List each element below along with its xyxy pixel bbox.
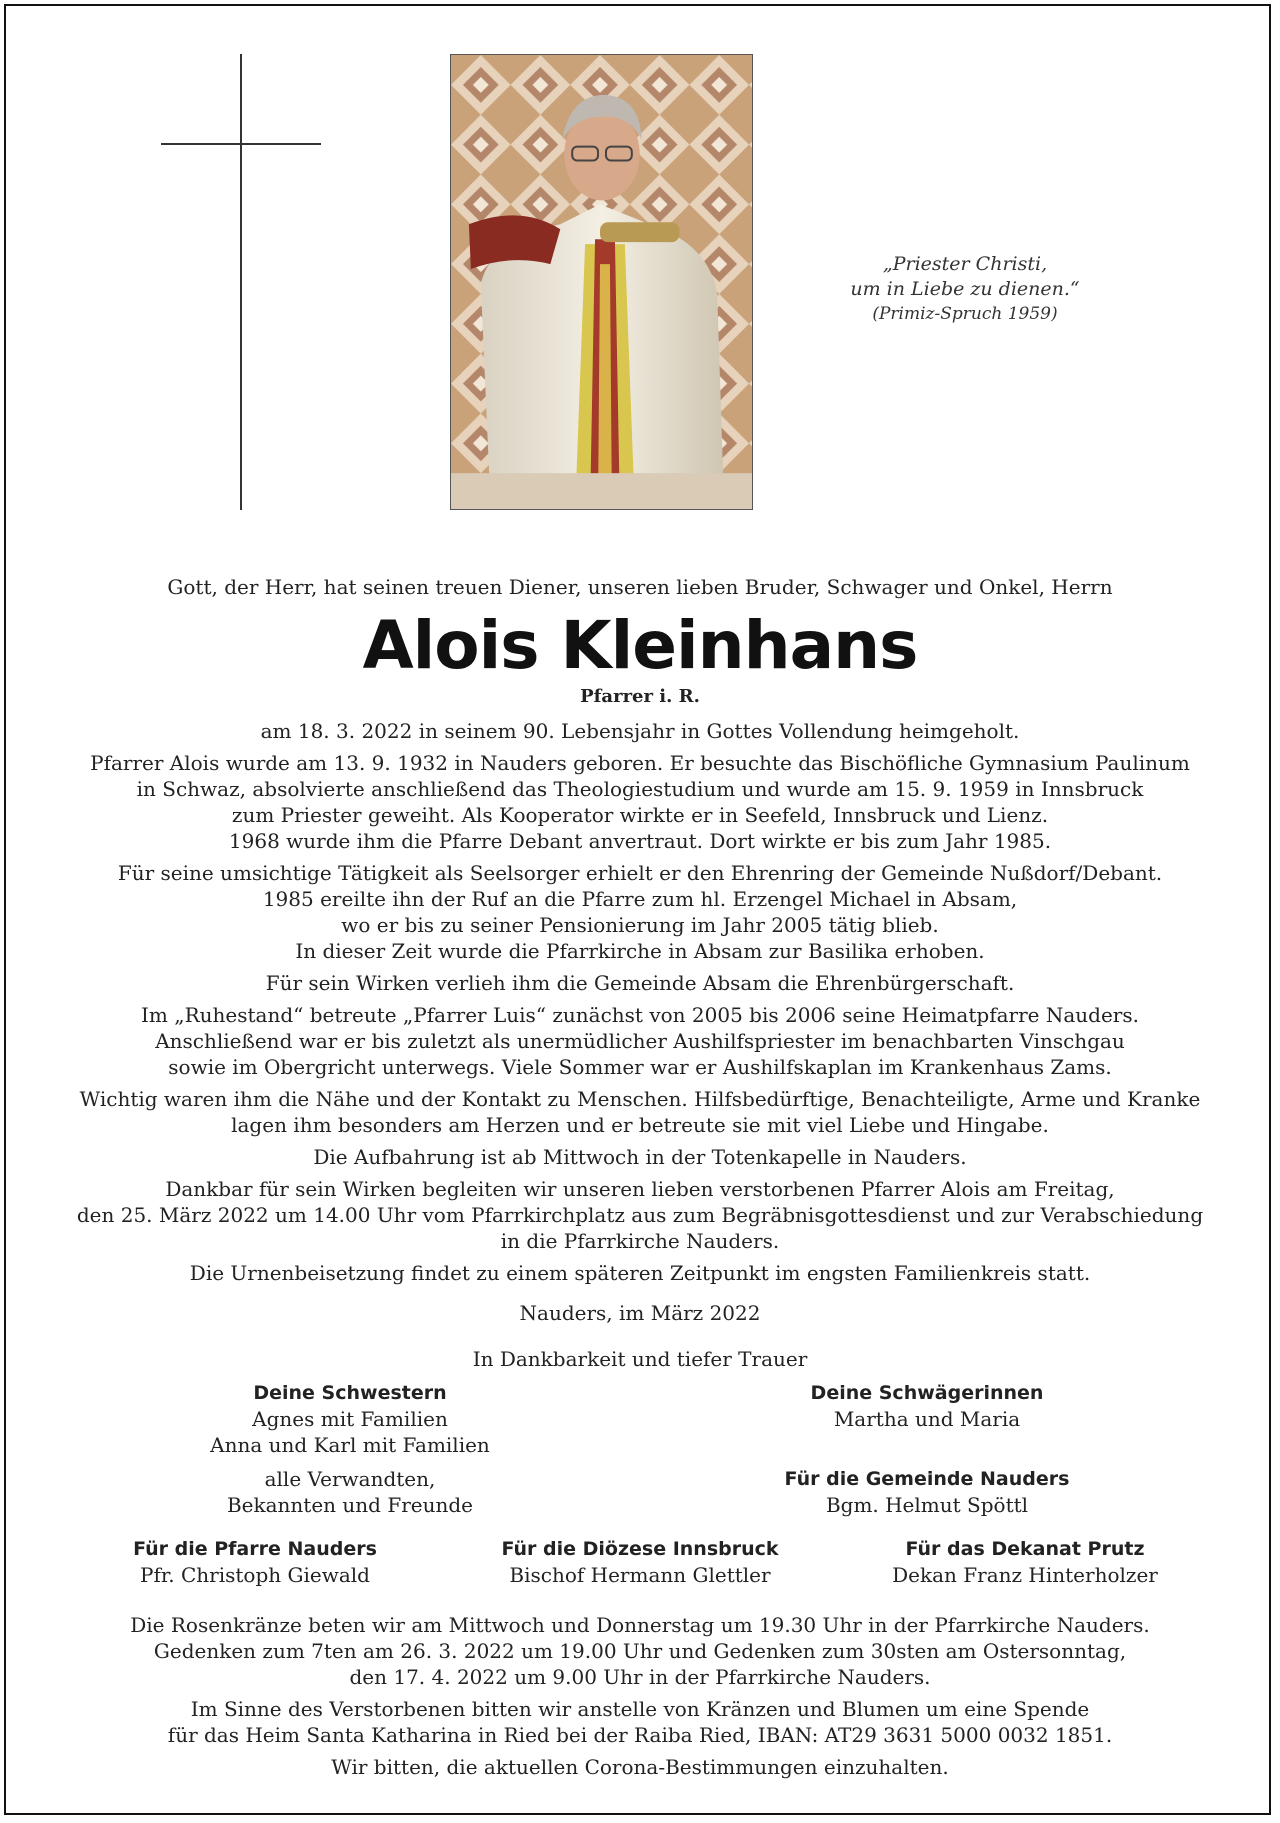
text-line: Pfarrer Alois wurde am 13. 9. 1932 in Nauders geboren. Er besuchte das Bischöfliche Gymnasium Paulinum [90,751,1190,775]
mourner-heading: Deine Schwägerinnen [810,1382,1044,1404]
motto-line-1: „Priester Christi, [882,253,1048,275]
gratitude-line: In Dankbarkeit und tiefer Trauer [472,1347,808,1371]
paragraph [40,1176,1240,1254]
motto [830,252,1100,327]
motto-source: (Primiz-Spruch 1959) [872,304,1058,324]
mourner-line: Dekan Franz Hinterholzer [892,1563,1158,1587]
portrait-photo [450,54,753,510]
deceased-title: Pfarrer i. R. [580,686,700,707]
text-line: Dankbar für sein Wirken begleiten wir unseren lieben verstorbenen Pfarrer Alois am Freitag, [165,1177,1115,1201]
text-line: in die Pfarrkirche Nauders. [500,1229,780,1253]
text-line: zum Priester geweiht. Als Kooperator wirkte er in Seefeld, Innsbruck und Lienz. [231,803,1049,827]
service-notes [40,1612,1240,1786]
mourner-heading: Für das Dekanat Prutz [905,1538,1145,1560]
text-line: Wir bitten, die aktuellen Corona-Bestimmungen einzuhalten. [331,1755,949,1779]
paragraph [40,1002,1240,1080]
mourner-line: alle Verwandten, [264,1467,436,1491]
mourner-heading: Für die Gemeinde Nauders [784,1468,1070,1490]
motto-line-2: um in Liebe zu dienen.“ [850,278,1080,300]
mourners-deanery [855,1536,1195,1588]
text-line: Im „Ruhestand“ betreute „Pfarrer Luis“ zunächst von 2005 bis 2006 seine Heimatpfarre Nauders. [141,1003,1139,1027]
paragraph [40,750,1240,854]
text-line: Anschließend war er bis zuletzt als unermüdlicher Aushilfspriester im benachbarten Vinschgau [155,1029,1125,1053]
mourner-line: Bischof Hermann Glettler [509,1563,771,1587]
text-line: Die Aufbahrung ist ab Mittwoch in der Totenkapelle in Nauders. [313,1145,967,1169]
text-line: Gedenken zum 7ten am 26. 3. 2022 um 19.00 Uhr und Gedenken zum 30sten am Ostersonntag, [153,1639,1127,1663]
text-line: Für seine umsichtige Tätigkeit als Seelsorger erhielt er den Ehrenring der Gemeinde Nußdorf/Debant. [117,861,1163,885]
text-line: Wichtig waren ihm die Nähe und der Kontakt zu Menschen. Hilfsbedürftige, Benachteiligte, Arme und Kranke [79,1087,1201,1111]
mourners-sisters-in-law [727,1380,1127,1432]
text-line: sowie im Obergricht unterwegs. Viele Sommer war er Aushilfskaplan im Krankenhaus Zams. [168,1055,1112,1079]
text-line: Im Sinne des Verstorbenen bitten wir anstelle von Kränzen und Blumen um eine Spende [190,1697,1090,1721]
mourners-diocese [470,1536,810,1588]
paragraph [40,1086,1240,1138]
text-line: Für sein Wirken verlieh ihm die Gemeinde Absam die Ehrenbürgerschaft. [265,971,1015,995]
text-line: den 17. 4. 2022 um 9.00 Uhr in der Pfarrkirche Nauders. [349,1665,931,1689]
cross-icon [240,54,242,510]
paragraph [40,1696,1240,1748]
text-line: am 18. 3. 2022 in seinem 90. Lebensjahr in Gottes Vollendung heimgeholt. [260,719,1020,743]
mourner-line: Anna und Karl mit Familien [210,1433,490,1457]
paragraph [40,1260,1240,1286]
text-line: In dieser Zeit wurde die Pfarrkirche in Absam zur Basilika erhoben. [295,939,985,963]
paragraph [40,718,1240,744]
mourner-line: Bekannten und Freunde [226,1493,474,1517]
mourners-municipality [727,1466,1127,1518]
text-line: wo er bis zu seiner Pensionierung im Jahr 2005 tätig blieb. [341,913,939,937]
text-line: den 25. März 2022 um 14.00 Uhr vom Pfarrkirchplatz aus zum Begräbnisgottesdienst und zur Verabschiedung [76,1203,1204,1227]
text-line: Die Urnenbeisetzung findet zu einem späteren Zeitpunkt im engsten Familienkreis statt. [189,1261,1091,1285]
mourner-line: Agnes mit Familien [252,1407,448,1431]
mourner-heading: Für die Pfarre Nauders [133,1538,377,1560]
mourners-sisters [150,1380,550,1458]
mourner-line: Pfr. Christoph Giewald [140,1563,370,1587]
place-date: Nauders, im März 2022 [519,1301,761,1325]
text-line: 1968 wurde ihm die Pfarre Debant anvertraut. Dort wirkte er bis zum Jahr 1985. [228,829,1052,853]
paragraph [40,860,1240,964]
mourner-line: Bgm. Helmut Spöttl [825,1493,1029,1517]
mourner-line: Martha und Maria [833,1407,1021,1431]
paragraph [40,1612,1240,1690]
intro-text: Gott, der Herr, hat seinen treuen Diener, unseren lieben Bruder, Schwager und Onkel, Herrn [167,575,1113,599]
mourner-heading: Für die Diözese Innsbruck [501,1538,779,1560]
text-line: in Schwaz, absolvierte anschließend das Theologiestudium und wurde am 15. 9. 1959 in Innsbruck [136,777,1144,801]
text-line: lagen ihm besonders am Herzen und er betreute sie mit viel Liebe und Hingabe. [231,1113,1049,1137]
paragraph [40,1754,1240,1780]
mourners-relatives [150,1466,550,1518]
paragraph [40,1144,1240,1170]
cross-icon-bar [161,143,321,145]
text-line: Die Rosenkränze beten wir am Mittwoch und Donnerstag um 19.30 Uhr in der Pfarrkirche Nauders. [130,1613,1150,1637]
mourners-parish [85,1536,425,1588]
obituary-body [40,718,1240,1292]
paragraph [40,970,1240,996]
text-line: für das Heim Santa Katharina in Ried bei der Raiba Ried, IBAN: AT29 3631 5000 0032 1851. [167,1723,1113,1747]
mourner-heading: Deine Schwestern [253,1382,447,1404]
text-line: 1985 ereilte ihn der Ruf an die Pfarre zum hl. Erzengel Michael in Absam, [262,887,1018,911]
deceased-name: Alois Kleinhans [362,607,918,684]
